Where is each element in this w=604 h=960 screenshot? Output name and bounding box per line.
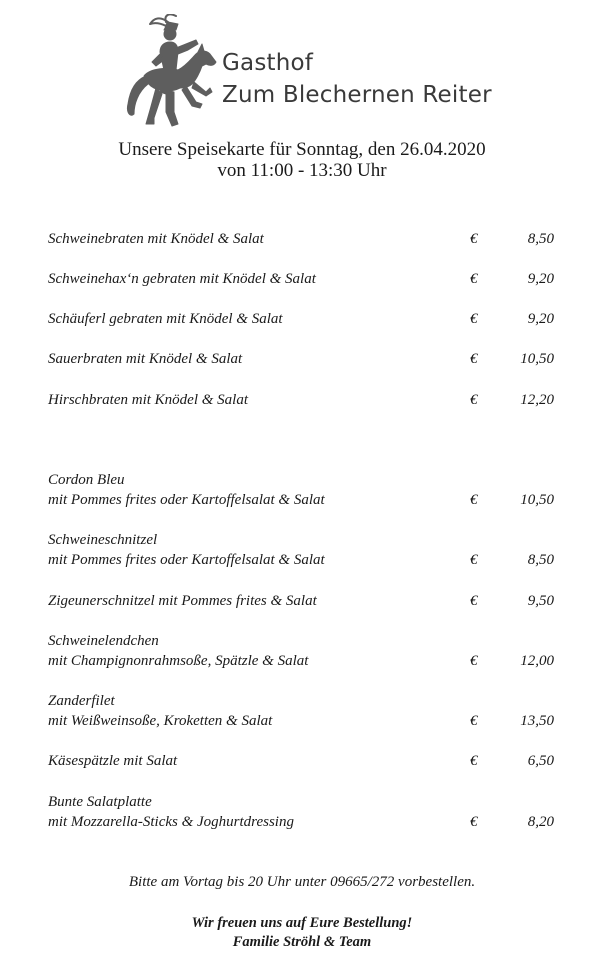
item-name: Zigeunerschnitzel mit Pommes frites & Salat	[48, 593, 317, 609]
currency-symbol: €	[470, 814, 478, 830]
item-price: 8,50	[527, 231, 554, 247]
currency-symbol: €	[470, 593, 478, 609]
menu-time-heading: von 11:00 - 13:30 Uhr	[217, 160, 387, 181]
item-name: Bunte Salatplatte	[48, 794, 152, 810]
item-name: Schweinehax‘n gebraten mit Knödel & Salat	[48, 271, 316, 287]
item-name: Schweineschnitzel	[48, 532, 158, 548]
knight-horse-logo	[120, 14, 220, 134]
item-name: Schäuferl gebraten mit Knödel & Salat	[48, 311, 283, 327]
item-price: 8,50	[527, 552, 554, 568]
item-name: Zanderfilet	[48, 693, 115, 709]
currency-symbol: €	[470, 753, 478, 769]
currency-symbol: €	[470, 271, 478, 287]
item-name: Käsespätzle mit Salat	[48, 753, 178, 769]
currency-symbol: €	[470, 492, 478, 508]
item-price: 8,20	[527, 814, 554, 830]
item-price: 9,20	[527, 271, 554, 287]
item-name: Cordon Bleu	[48, 472, 125, 488]
item-description: mit Weißweinsoße, Kroketten & Salat	[48, 713, 273, 729]
item-price: 6,50	[527, 753, 554, 769]
currency-symbol: €	[470, 653, 478, 669]
signature-line: Familie Ströhl & Team	[232, 934, 372, 950]
item-description: mit Pommes frites oder Kartoffelsalat & Salat	[48, 492, 325, 508]
item-name: Hirschbraten mit Knödel & Salat	[48, 392, 248, 408]
brand-line-2: Zum Blechernen Reiter	[222, 82, 492, 108]
currency-symbol: €	[470, 552, 478, 568]
item-price: 9,50	[527, 593, 554, 609]
currency-symbol: €	[470, 392, 478, 408]
item-price: 12,00	[520, 653, 554, 669]
menu-date-heading: Unsere Speisekarte für Sonntag, den 26.04.2020	[118, 139, 486, 160]
item-description: mit Mozzarella-Sticks & Joghurtdressing	[48, 814, 294, 830]
item-price: 10,50	[520, 492, 554, 508]
item-price: 13,50	[520, 713, 554, 729]
currency-symbol: €	[470, 231, 478, 247]
item-name: Sauerbraten mit Knödel & Salat	[48, 351, 243, 367]
item-price: 12,20	[520, 392, 554, 408]
item-name: Schweinelendchen	[48, 633, 159, 649]
item-price: 9,20	[527, 311, 554, 327]
currency-symbol: €	[470, 311, 478, 327]
currency-symbol: €	[470, 351, 478, 367]
brand-line-1: Gasthof	[222, 50, 314, 76]
item-description: mit Pommes frites oder Kartoffelsalat & Salat	[48, 552, 325, 568]
currency-symbol: €	[470, 713, 478, 729]
preorder-note: Bitte am Vortag bis 20 Uhr unter 09665/272 vorbestellen.	[128, 874, 476, 890]
item-price: 10,50	[520, 351, 554, 367]
item-description: mit Champignonrahmsoße, Spätzle & Salat	[48, 653, 309, 669]
item-name: Schweinebraten mit Knödel & Salat	[48, 231, 264, 247]
thanks-line: Wir freuen uns auf Eure Bestellung!	[191, 915, 413, 931]
